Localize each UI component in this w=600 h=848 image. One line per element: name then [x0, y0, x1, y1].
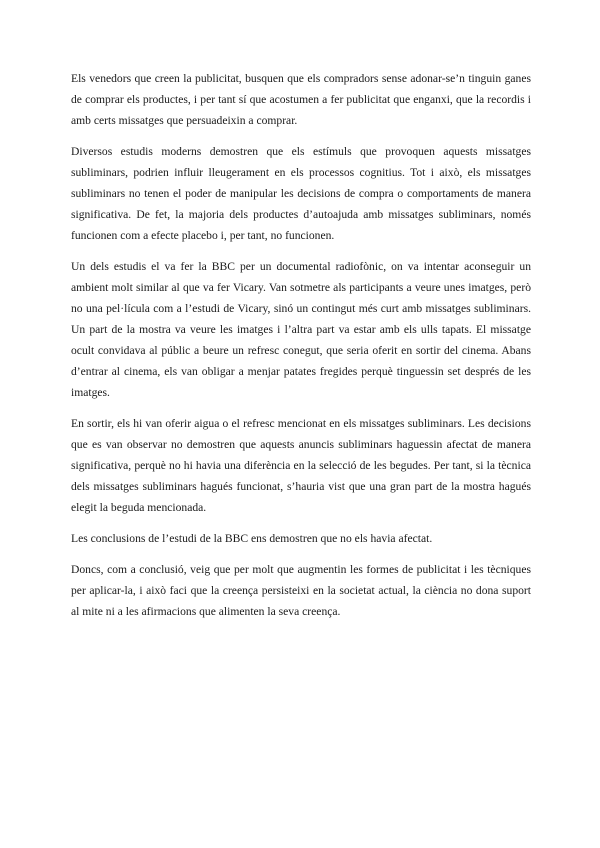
document-body: [71, 68, 531, 632]
paragraph-2: Diversos estudis moderns demostren que els estímuls que provoquen aquests missatges subliminars, podrien influir lleugerament en els processos cognitius. Tot i això, els missatges subliminars no tenen el poder de manipular les decisions de compra o comportaments de manera significativa. De fet, la majoria dels productes d’autoajuda amb missatges subliminars, només funcionen com a efecte placebo i, per tant, no funcionen.: [71, 145, 531, 242]
paragraph-3: Un dels estudis el va fer la BBC per un documental radiofònic, on va intentar aconseguir un ambient molt similar al que va fer Vicary. Van sotmetre als participants a veure unes imatges, però no una pel·lícula com a l’estudi de Vicary, sinó un contingut més curt amb missatges subliminars. Un part de la mostra va veure les imatges i l’altra part va estar amb els ulls tapats. El missatge ocult convidava al públic a beure un refresc conegut, que seria oferit en sortir del cinema. Abans d’entrar al cinema, els van obligar a menjar patates fregides perquè tinguessin set després de les imatges.: [71, 260, 531, 399]
paragraph-5: Les conclusions de l’estudi de la BBC ens demostren que no els havia afectat.: [71, 532, 433, 545]
paragraph-4: En sortir, els hi van oferir aigua o el refresc mencionat en els missatges subliminars. Les decisions que es van observar no demostren que aquests anuncis subliminars haguessin afectat de manera significativa, perquè no hi havia una diferència en la selecció de les begudes. Per tant, si la tècnica dels missatges subliminars hagués funcionat, s’hauria vist que una gran part de la mostra hagués elegit la beguda mencionada.: [71, 417, 531, 514]
paragraph-6: Doncs, com a conclusió, veig que per molt que augmentin les formes de publicitat i les tècniques per aplicar-la, i això faci que la creença persisteixi en la societat actual, la ciència no dona suport al mite ni a les afirmacions que alimenten la seva creença.: [71, 563, 531, 618]
paragraph-1: Els venedors que creen la publicitat, busquen que els compradors sense adonar-se’n tinguin ganes de comprar els productes, i per tant sí que acostumen a fer publicitat que enganxi, que la recordis i amb certs missatges que persuadeixin a comprar.: [71, 72, 531, 127]
